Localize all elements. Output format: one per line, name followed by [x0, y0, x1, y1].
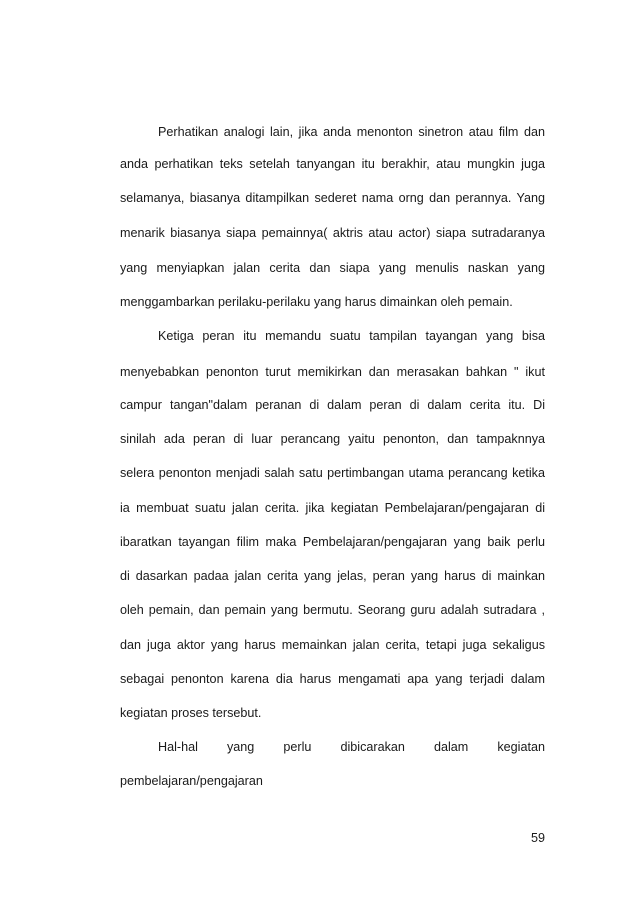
paragraph-1-line-4: menarik biasanya siapa pemainnya( aktris atau actor) siapa sutradaranya	[120, 226, 545, 240]
paragraph-2-line-3: campur tangan"dalam peranan di dalam peran di dalam cerita itu. Di	[120, 398, 545, 412]
paragraph-1-line-3: selamanya, biasanya ditampilkan sederet nama orng dan perannya. Yang	[120, 191, 545, 205]
paragraph-2-line-8: di dasarkan padaa jalan cerita yang jelas, peran yang harus di mainkan	[120, 569, 545, 583]
paragraph-3-line-2: pembelajaran/pengajaran	[120, 774, 263, 788]
paragraph-2-line-1: Ketiga peran itu memandu suatu tampilan tayangan yang bisa	[158, 329, 545, 343]
paragraph-2-line-11: sebagai penonton karena dia harus mengamati apa yang terjadi dalam	[120, 672, 545, 686]
paragraph-2-line-2: menyebabkan penonton turut memikirkan dan merasakan bahkan " ikut	[120, 365, 545, 379]
paragraph-1-line-5: yang menyiapkan jalan cerita dan siapa yang menulis naskan yang	[120, 261, 545, 275]
paragraph-2-line-7: ibaratkan tayangan filim maka Pembelajaran/pengajaran yang baik perlu	[120, 535, 545, 549]
page-number: 59	[530, 831, 545, 845]
paragraph-2-line-5: selera penonton menjadi salah satu pertimbangan utama perancang ketika	[120, 466, 545, 480]
paragraph-2-line-6: ia membuat suatu jalan cerita. jika kegiatan Pembelajaran/pengajaran di	[120, 501, 545, 515]
paragraph-1-line-2: anda perhatikan teks setelah tanyangan itu berakhir, atau mungkin juga	[120, 157, 545, 171]
paragraph-3-line-1: Hal-hal yang perlu dibicarakan dalam kegiatan	[158, 740, 545, 754]
paragraph-2-line-4: sinilah ada peran di luar perancang yaitu penonton, dan tampaknnya	[120, 432, 545, 446]
paragraph-1-line-1: Perhatikan analogi lain, jika anda menonton sinetron atau film dan	[158, 125, 545, 139]
paragraph-2-line-10: dan juga aktor yang harus memainkan jalan cerita, tetapi juga sekaligus	[120, 638, 545, 652]
paragraph-1-line-6: menggambarkan perilaku-perilaku yang harus dimainkan oleh pemain.	[120, 295, 513, 309]
paragraph-2-line-12: kegiatan proses tersebut.	[120, 706, 262, 720]
paragraph-2-line-9: oleh pemain, dan pemain yang bermutu. Seorang guru adalah sutradara ,	[120, 603, 545, 617]
